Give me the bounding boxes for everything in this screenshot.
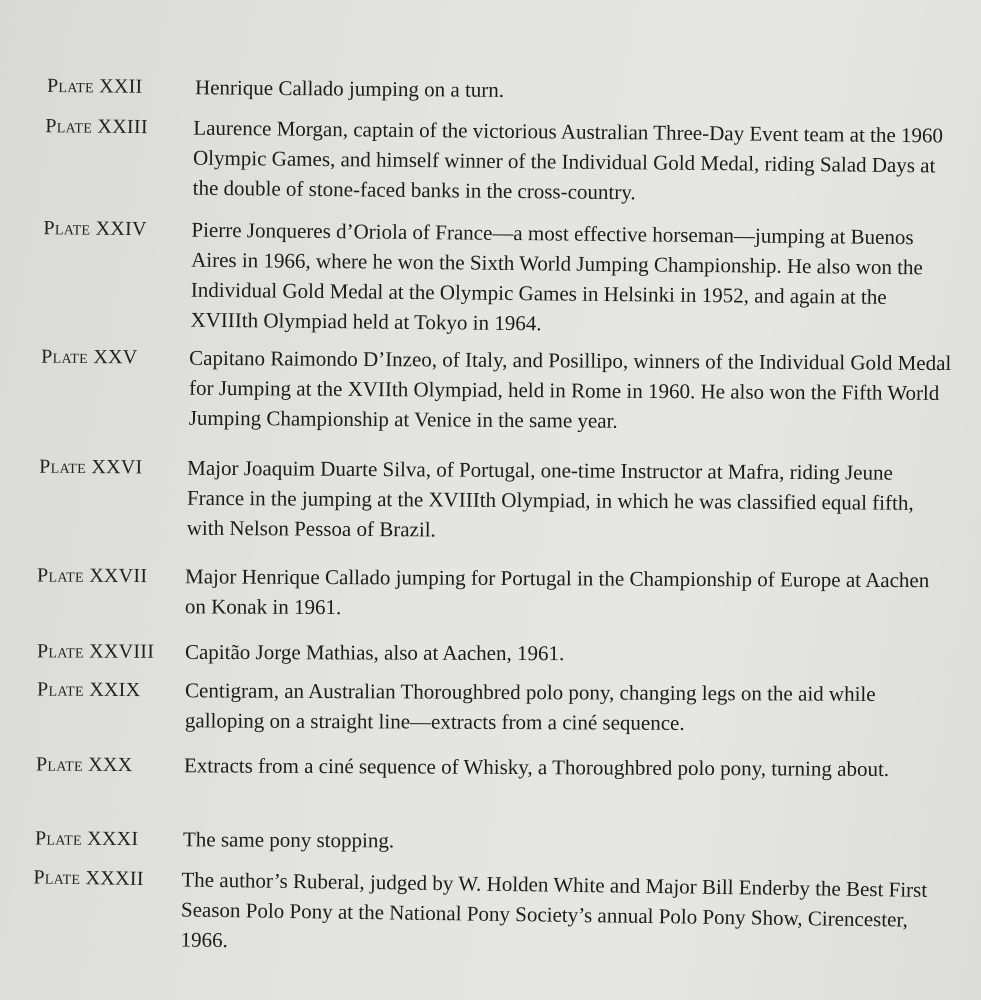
- plate-entry-xxix: [0, 674, 981, 739]
- plate-caption: Pierre Jonqueres d’Oriola of France—a most effective horseman—jumping at Buenos Aires in 1966, where he won the Sixth World Jumping Championship. He also won the Individual Gold Medal at the Olympic Games in Helsinki in 1952, and again at the XVIIIth Olympiad held at Tokyo in 1964.: [190, 217, 923, 336]
- plate-caption: The same pony stopping.: [182, 827, 395, 853]
- plate-entry-xxxi: [0, 823, 981, 858]
- plate-number: Plate XXXI: [34, 827, 139, 851]
- plate-number: Plate XXX: [35, 753, 133, 777]
- plate-caption: Major Henrique Callado jumping for Portugal in the Championship of Europe at Aachen on Konak in 1961.: [184, 564, 930, 620]
- plate-caption: Capitano Raimondo D’Inzeo, of Italy, and Posillipo, winners of the Individual Gold Medal for Jumping at the XVIIth Olympiad, held in Rome in 1960. He also won the Fifth World Jumping Championship at Venice in the same year.: [188, 345, 952, 433]
- plate-entry-xxii: [0, 71, 981, 110]
- plate-number: Plate XXXII: [33, 866, 144, 890]
- plate-number: Plate XXII: [46, 74, 143, 98]
- plate-caption: The author’s Ruberal, judged by W. Holden White and Major Bill Enderby the Best First Season Polo Pony at the National Pony Society’s annual Polo Pony Show, Cirencester, 1966.: [180, 867, 928, 953]
- plate-caption: Major Joaquim Duarte Silva, of Portugal, one-time Instructor at Mafra, riding Jeune France in the jumping at the XVIIIth Olympiad, in which he was classified equal fifth, with Nelson Pessoa of Brazil.: [186, 455, 914, 542]
- plate-entry-xxvii: [0, 560, 981, 625]
- plate-number: Plate XXVI: [39, 455, 143, 479]
- plate-number: Plate XXVIII: [36, 640, 155, 663]
- plate-caption: Centigram, an Australian Thoroughbred polo pony, changing legs on the aid while galloping on a straight line—extracts from a ciné sequence.: [184, 678, 876, 735]
- plate-entry-xxxii: [0, 862, 981, 966]
- plate-caption: Extracts from a ciné sequence of Whisky, a Thoroughbred polo pony, turning about.: [183, 753, 890, 781]
- plate-entry-xxviii: [0, 636, 981, 670]
- plate-entry-xxv: [0, 341, 981, 438]
- plate-number: Plate XXIII: [45, 115, 148, 139]
- plate-entry-xxvi: [0, 451, 981, 548]
- plate-number: Plate XXIX: [37, 678, 141, 702]
- plate-caption: Capitão Jorge Mathias, also at Aachen, 1961.: [184, 639, 565, 666]
- plate-number: Plate XXVII: [37, 564, 148, 588]
- plate-caption: Henrique Callado jumping on a turn.: [194, 75, 505, 102]
- plate-caption: Laurence Morgan, captain of the victorious Australian Three-Day Event team at the 1960 Olympic Games, and himself winner of the Individual Gold Medal, riding Salad Days at the double of stone-faced banks in the cross-country.: [192, 115, 944, 205]
- plate-entry-xxiv: [0, 213, 981, 344]
- plate-entry-xxiii: [0, 111, 981, 212]
- plate-number: Plate XXV: [41, 345, 138, 369]
- plate-entry-xxx: [0, 749, 981, 784]
- plate-number: Plate XXIV: [43, 217, 147, 241]
